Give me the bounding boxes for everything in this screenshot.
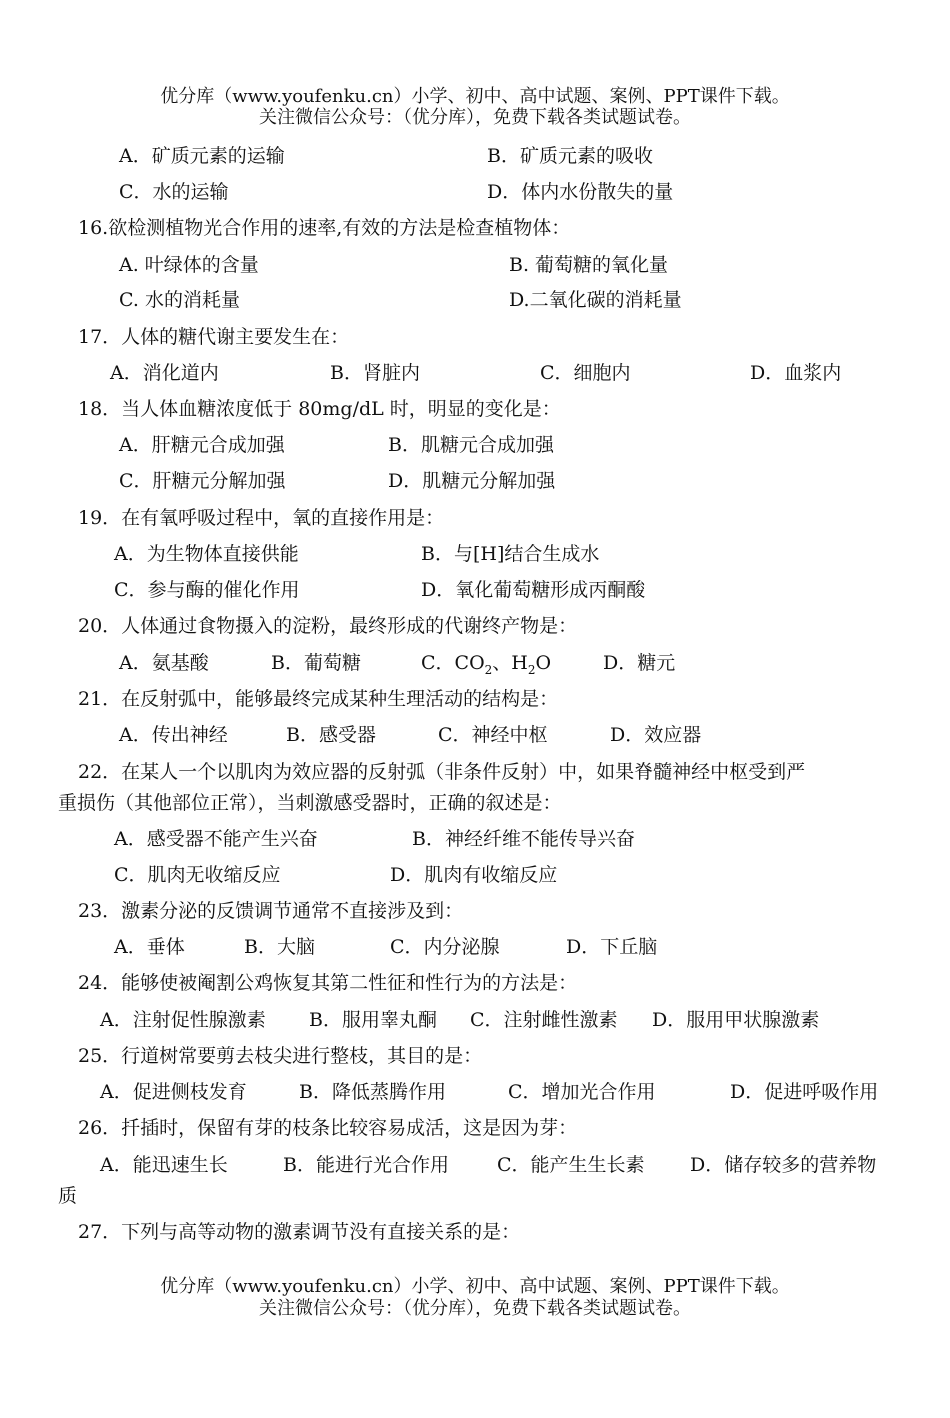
q16-option-b: B. 葡萄糖的氧化量 [509,254,669,276]
q22-option-c: C．肌肉无收缩反应 [114,864,281,886]
q18-option-a: A．肝糖元合成加强 [119,434,285,456]
q26-option-c: C．能产生生长素 [497,1154,645,1176]
q21-option-d: D．效应器 [610,724,702,746]
q26-option-d: D．储存较多的营养物 [690,1154,877,1176]
q22-stem-line-1: 22．在某人一个以肌肉为效应器的反射弧（非条件反射）中，如果脊髓神经中枢受到严 [78,761,806,783]
q26-stem: 26．扦插时，保留有芽的枝条比较容易成活，这是因为芽： [78,1117,578,1139]
q25-option-c: C．增加光合作用 [508,1081,656,1103]
q21-stem: 21．在反射弧中，能够最终完成某种生理活动的结构是： [78,688,559,710]
q18-option-d: D．肌糖元分解加强 [388,470,556,492]
q27-stem: 27．下列与高等动物的激素调节没有直接关系的是： [78,1221,521,1243]
q17-stem: 17．人体的糖代谢主要发生在： [78,326,350,348]
q19-option-a: A．为生物体直接供能 [114,543,299,565]
q17-option-a: A．消化道内 [110,362,219,384]
q22-option-a: A．感受器不能产生兴奋 [114,828,318,850]
q15-option-b: B．矿质元素的吸收 [487,145,653,167]
header-line-2: 关注微信公众号：（优分库），免费下载各类试题试卷。 [259,107,691,128]
q16-option-d: D.二氧化碳的消耗量 [509,289,682,311]
footer-line-1: 优分库（www.youfenku.cn）小学、初中、高中试题、案例、PPT课件下载。 [160,1276,790,1297]
q19-stem: 19．在有氧呼吸过程中，氧的直接作用是： [78,507,445,529]
q25-option-d: D．促进呼吸作用 [730,1081,879,1103]
q16-stem: 16.欲检测植物光合作用的速率,有效的方法是检查植物体： [78,217,571,239]
q22-option-b: B．神经纤维不能传导兴奋 [412,828,635,850]
q17-option-c: C．细胞内 [540,362,631,384]
q17-option-d: D．血浆内 [750,362,842,384]
q20-stem: 20．人体通过食物摄入的淀粉，最终形成的代谢终产物是： [78,615,578,637]
q24-stem: 24．能够使被阉割公鸡恢复其第二性征和性行为的方法是： [78,972,578,994]
q20-option-d: D．糖元 [603,652,676,674]
q23-option-b: B．大脑 [244,936,315,958]
q19-option-b: B．与[H]结合生成水 [421,543,600,565]
q26-option-a: A．能迅速生长 [100,1154,228,1176]
q16-option-c: C. 水的消耗量 [119,289,240,311]
q25-stem: 25．行道树常要剪去枝尖进行整枝，其目的是： [78,1045,483,1067]
q25-option-a: A．促进侧枝发育 [100,1081,247,1103]
q18-option-c: C．肝糖元分解加强 [119,470,286,492]
q22-stem-line-2: 重损伤（其他部位正常），当刺激感受器时，正确的叙述是： [58,792,562,814]
q26-option-b: B．能进行光合作用 [283,1154,449,1176]
q15-option-a: A．矿质元素的运输 [119,145,285,167]
q20-option-a: A．氨基酸 [119,652,209,674]
q21-option-c: C．神经中枢 [438,724,548,746]
q22-option-d: D．肌肉有收缩反应 [390,864,558,886]
q24-option-d: D．服用甲状腺激素 [652,1009,820,1031]
q21-option-a: A．传出神经 [119,724,228,746]
q26-option-d-continuation: 质 [58,1185,78,1207]
q15-option-d: D．体内水份散失的量 [487,181,674,203]
q21-option-b: B．感受器 [286,724,376,746]
q24-option-c: C．注射雌性激素 [470,1009,618,1031]
q23-option-a: A．垂体 [114,936,185,958]
q24-option-b: B．服用睾丸酮 [309,1009,437,1031]
q15-option-c: C．水的运输 [119,181,229,203]
q24-option-a: A．注射促性腺激素 [100,1009,266,1031]
q19-option-c: C．参与酶的催化作用 [114,579,300,601]
q23-option-c: C．内分泌腺 [390,936,500,958]
q20-option-b: B．葡萄糖 [271,652,361,674]
q23-option-d: D．下丘脑 [566,936,658,958]
q20-option-c: C．$CO_2$、$H_2O$ [421,652,552,677]
q23-stem: 23．激素分泌的反馈调节通常不直接涉及到： [78,900,464,922]
q18-stem: 18．当人体血糖浓度低于 80mg/dL 时，明显的变化是： [78,398,561,420]
q16-option-a: A. 叶绿体的含量 [119,254,259,276]
q19-option-d: D．氧化葡萄糖形成丙酮酸 [421,579,646,601]
q17-option-b: B．肾脏内 [330,362,420,384]
footer-line-2: 关注微信公众号：（优分库），免费下载各类试题试卷。 [259,1298,691,1319]
header-line-1: 优分库（www.youfenku.cn）小学、初中、高中试题、案例、PPT课件下载。 [160,86,790,107]
q25-option-b: B．降低蒸腾作用 [299,1081,446,1103]
q18-option-b: B．肌糖元合成加强 [388,434,554,456]
